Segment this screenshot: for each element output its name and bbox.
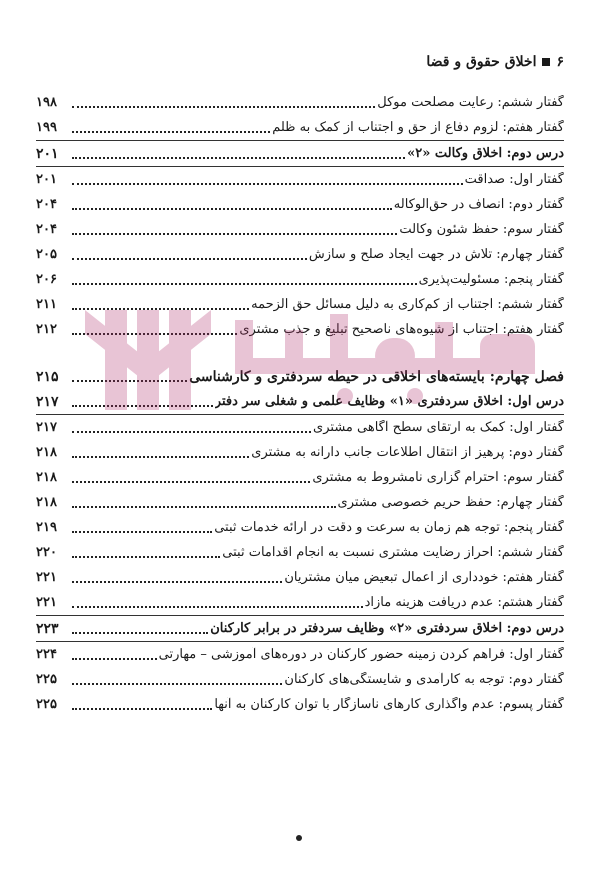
toc-entry-page: ۲۱۲ [36,322,57,337]
dot-leader [72,505,336,508]
toc-entry-title: گفتار اول: کمک به ارتقای سطح آگاهی مشتری [313,420,564,435]
dot-leader [72,307,249,310]
toc-entry-title: گفتار هفتم: اجتناب از شیوه‌های ناصحیح تبلیغ و جذب مشتری [239,322,564,337]
table-of-contents [36,90,564,717]
dot-leader [72,657,157,660]
toc-entry [36,515,564,540]
toc-entry-title: گفتار سوم: احترام گزاری نامشروط به مشتری [312,470,564,485]
toc-entry [36,267,564,292]
toc-entry-title: گفتار هشتم: عدم دریافت هزینه مازاد [364,595,564,610]
toc-entry-page: ۲۲۳ [36,620,59,637]
dot-leader [72,105,375,108]
toc-entry-page: ۲۲۰ [36,545,57,560]
toc-entry-title: گفتار دوم: پرهیز از انتقال اطلاعات جانب دارانه به مشتری [251,445,564,460]
toc-entry-title: گفتار چهارم: تلاش در جهت ایجاد صلح و سازش [308,247,564,262]
dot-leader [72,232,397,235]
toc-entry [36,90,564,115]
toc-entry [36,667,564,692]
toc-entry-title: گفتار پنجم: توجه هم زمان به سرعت و دقت در ارائه خدمات ثبتی [214,520,564,535]
dot-leader [72,605,363,608]
toc-entry-title: فصل چهارم: بایسته‌های اخلاقی در حیطه سردفتری و کارشناسی [189,368,564,385]
toc-entry [36,440,564,465]
dot-leader [72,530,212,533]
toc-entry-page: ۲۰۵ [36,247,57,262]
dot-leader [72,207,392,210]
toc-entry-title: درس دوم: اخلاق سردفتری «۲» وظایف سردفتر در برابر کارکنان [210,621,564,636]
dot-leader [72,707,212,710]
toc-entry-title: گفتار ششم: اجتناب از کم‌کاری به دلیل مسائل حق الزحمه [251,297,564,312]
toc-entry-title: گفتار دوم: توجه به کارآمدی و شایستگی‌های کارکنان [284,672,564,687]
toc-lesson-entry [36,389,564,414]
dot-leader [72,580,282,583]
toc-lesson-entry [36,141,564,166]
page-mark-dot [296,835,302,841]
toc-entry-title: گفتار پسوم: عدم واگذاری کارهای ناسازگار با توان کارکنان به آنها [214,697,564,712]
toc-entry [36,242,564,267]
toc-entry-page: ۲۱۵ [36,368,59,385]
toc-entry [36,217,564,242]
dot-leader [72,379,187,382]
dot-leader [72,156,405,159]
toc-entry-page: ۲۱۸ [36,470,57,485]
toc-entry [36,317,564,342]
dot-leader [72,480,310,483]
toc-entry-title: گفتار هفتم: خودداری از اعمال تبعیض میان مشتریان [284,570,564,585]
toc-entry-page: ۲۲۱ [36,595,57,610]
toc-entry [36,465,564,490]
dot-leader [72,631,208,634]
toc-entry-title: گفتار ششم: رعایت مصلحت موکل [377,95,564,110]
toc-entry [36,642,564,667]
toc-entry-title: گفتار ششم: احراز رضایت مشتری نسبت به انجام اقدامات ثبتی [222,545,564,560]
toc-entry-page: ۲۱۹ [36,520,57,535]
dot-leader [72,555,220,558]
toc-entry-title: گفتار اول: صداقت [464,172,564,187]
dot-leader [72,282,417,285]
toc-chapter-entry [36,364,564,389]
toc-entry-page: ۲۲۴ [36,647,57,662]
toc-entry-page: ۲۰۴ [36,197,57,212]
toc-entry-page: ۲۱۱ [36,297,57,312]
dot-leader [72,455,249,458]
toc-entry-page: ۲۲۵ [36,697,57,712]
toc-entry [36,590,564,615]
toc-entry [36,692,564,717]
toc-entry [36,115,564,140]
toc-entry-title: درس اول: اخلاق سردفتری «۱» وظایف علمی و شغلی سر دفتر [214,394,564,409]
dot-leader [72,404,213,407]
toc-entry [36,167,564,192]
toc-entry-title: گفتار پنجم: مسئولیت‌پذیری [418,272,564,287]
toc-entry-page: ۲۱۷ [36,420,57,435]
toc-entry [36,490,564,515]
toc-entry-page: ۲۰۴ [36,222,57,237]
toc-entry [36,292,564,317]
dot-leader [72,430,311,433]
dot-leader [72,682,282,685]
dot-leader [72,130,270,133]
toc-entry-title: گفتار اول: فراهم کردن زمینه حضور کارکنان در دوره‌های آموزشی – مهارتی [158,647,564,662]
toc-entry-page: ۲۱۸ [36,445,57,460]
toc-entry-page: ۲۰۶ [36,272,57,287]
toc-entry-page: ۱۹۸ [36,95,57,110]
toc-entry-page: ۲۲۱ [36,570,57,585]
toc-entry-page: ۱۹۹ [36,120,57,135]
dot-leader [72,257,307,260]
chapter-gap [36,342,564,364]
toc-entry [36,192,564,217]
toc-entry-page: ۲۱۷ [36,393,59,410]
toc-lesson-entry [36,616,564,641]
toc-entry-page: ۲۱۸ [36,495,57,510]
book-title: اخلاق حقوق و قضا [426,54,537,70]
dot-leader [72,182,463,185]
toc-entry-title: گفتار سوم: حفظ شئون وکالت [399,222,564,237]
toc-entry-title: گفتار دوم: انصاف در حق‌الوکاله [393,197,564,212]
toc-entry-title: درس دوم: اخلاق وکالت «۲» [407,146,564,161]
toc-entry-page: ۲۲۵ [36,672,57,687]
running-header [36,50,564,74]
toc-entry-page: ۲۰۱ [36,145,59,162]
page-number: ۶ [556,54,564,70]
toc-entry [36,415,564,440]
toc-entry-title: گفتار هفتم: لزوم دفاع از حق و اجتناب از کمک به ظلم [272,120,564,135]
square-bullet-icon [542,58,550,66]
toc-entry-title: گفتار چهارم: حفظ حریم خصوصی مشتری [337,495,564,510]
toc-entry [36,565,564,590]
toc-entry [36,540,564,565]
dot-leader [72,332,237,335]
toc-entry-page: ۲۰۱ [36,172,57,187]
